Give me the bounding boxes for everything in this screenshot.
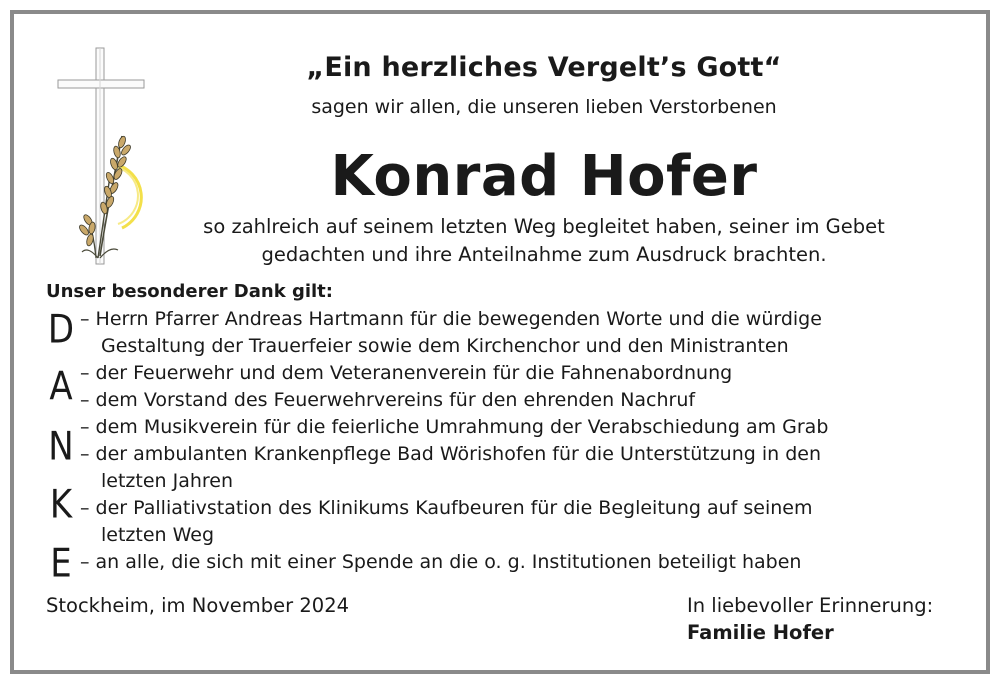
thanks-item-continuation: Gestaltung der Trauerfeier sowie dem Kirchenchor und den Ministranten <box>101 335 789 357</box>
thanks-item: – Herrn Pfarrer Andreas Hartmann für die bewegenden Worte und die würdige <box>80 308 822 330</box>
danke-letter-a: A <box>49 364 73 410</box>
headline: „Ein herzliches Vergelt’s Gott“ <box>306 52 782 83</box>
thanks-item: – dem Vorstand des Feuerwehrvereins für den ehrenden Nachruf <box>80 389 696 411</box>
thanks-item-continuation: letzten Jahren <box>101 470 234 492</box>
thanks-item: – dem Musikverein für die feierliche Umrahmung der Verabschiedung am Grab <box>80 416 829 438</box>
intro-line-2: gedachten und ihre Anteilnahme zum Ausdruck brachten. <box>261 243 827 266</box>
cross-with-wheat-icon <box>52 46 152 276</box>
family-signature: Familie Hofer <box>687 621 834 644</box>
thanks-item: – der Feuerwehr und dem Veteranenverein für die Fahnenabordnung <box>80 362 733 384</box>
thanks-item-continuation: letzten Weg <box>101 524 215 546</box>
notice-frame <box>10 10 990 674</box>
place-date: Stockheim, im November 2024 <box>46 594 350 617</box>
danke-letter-d: D <box>47 307 75 353</box>
thanks-item: – der ambulanten Krankenpflege Bad Wörishofen für die Unterstützung in den <box>80 443 821 465</box>
thanks-heading: Unser besonderer Dank gilt: <box>46 281 333 302</box>
subtitle: sagen wir allen, die unseren lieben Verstorbenen <box>311 96 777 118</box>
thanks-item: – der Palliativstation des Klinikums Kaufbeuren für die Begleitung auf seinem <box>80 497 813 519</box>
deceased-name: Konrad Hofer <box>330 144 758 209</box>
intro-line-1: so zahlreich auf seinem letzten Weg begleitet haben, seiner im Gebet <box>203 215 885 238</box>
danke-letter-n: N <box>48 424 74 470</box>
closing-phrase: In liebevoller Erinnerung: <box>687 594 934 617</box>
danke-letter-k: K <box>49 482 73 528</box>
thanks-item: – an alle, die sich mit einer Spende an die o. g. Institutionen beteiligt haben <box>80 551 802 573</box>
danke-letter-e: E <box>50 541 72 587</box>
